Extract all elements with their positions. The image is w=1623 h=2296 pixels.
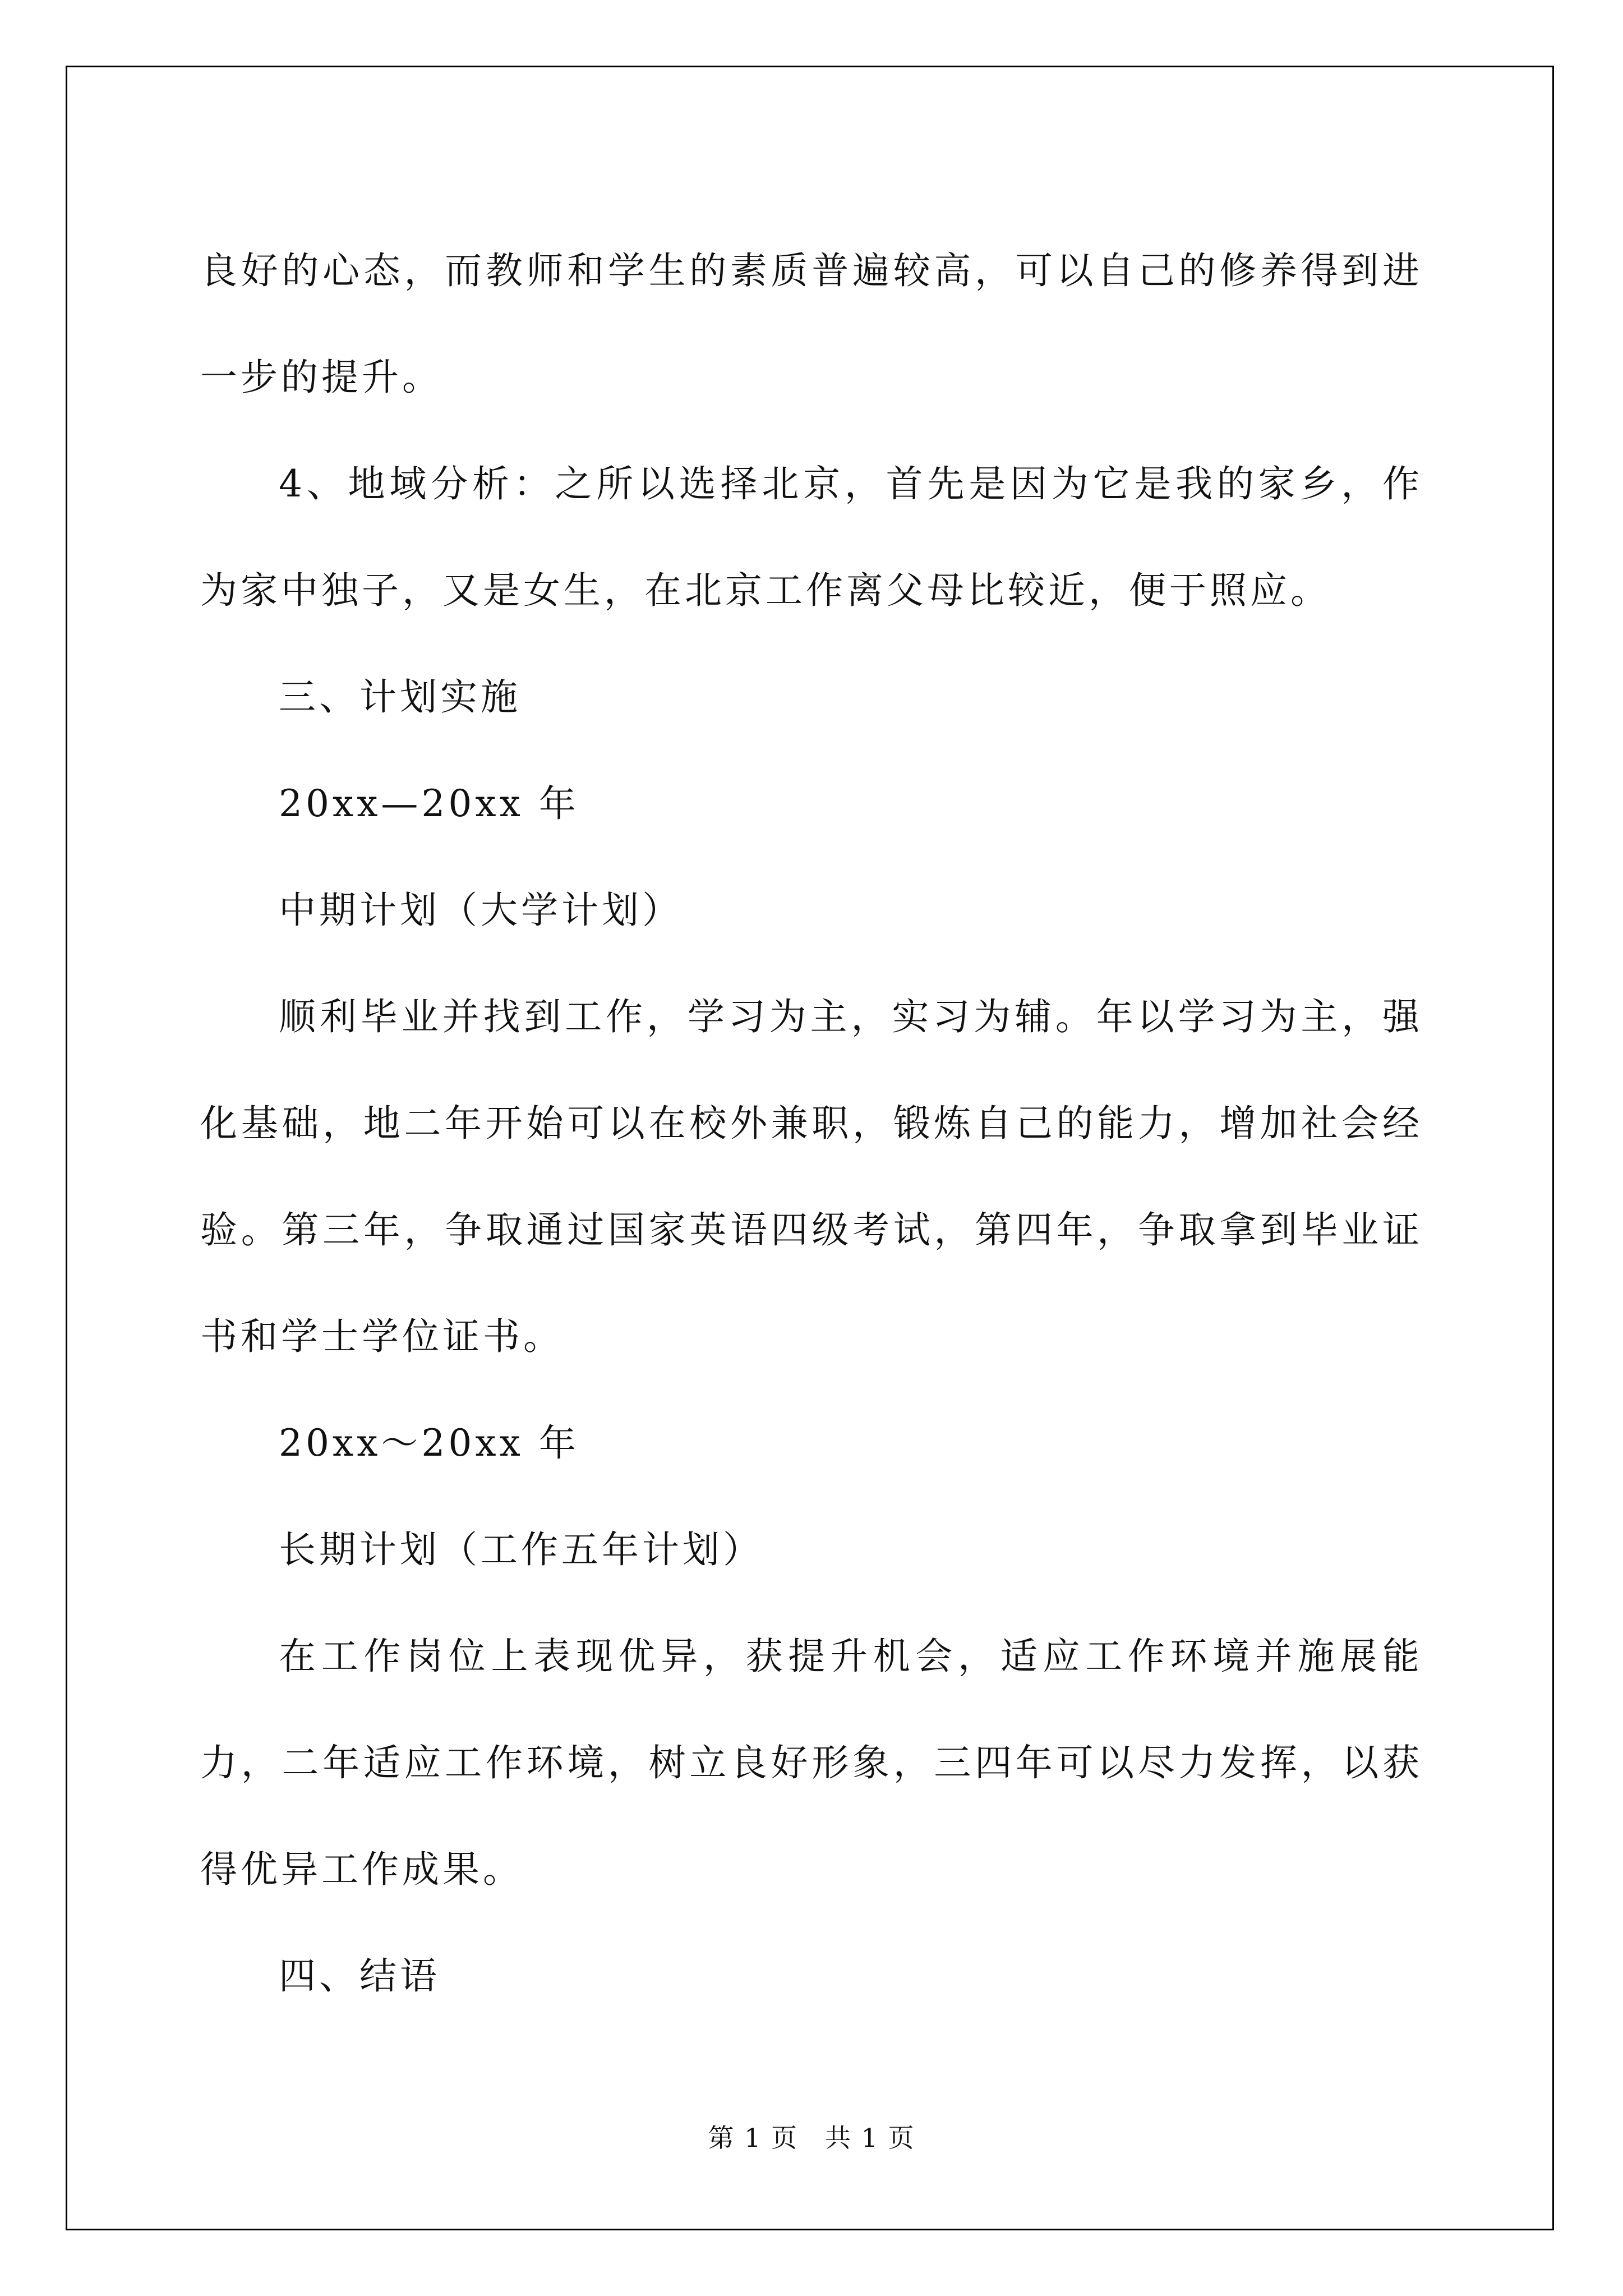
document-body	[200, 218, 1423, 2030]
year-range-1: 20xx—20xx 年	[279, 782, 579, 825]
plan-heading-long-term: 长期计划（工作五年计划）	[279, 1528, 763, 1571]
paragraph-2: 4、地域分析：之所以选择北京，首先是因为它是我的家乡，作为家中独子，又是女生，在北京工作离父母比较近，便于照应。	[200, 462, 1423, 612]
year-range-2: 20xx～20xx 年	[279, 1421, 579, 1465]
paragraph-1: 良好的心态，而教师和学生的素质普遍较高，可以自己的修养得到进一步的提升。	[200, 249, 1423, 399]
page-number: 第 1 页 共 1 页	[708, 2123, 915, 2153]
paragraph-long-term-plan: 在工作岗位上表现优异，获提升机会，适应工作环境并施展能力，二年适应工作环境，树立良好形象，三四年可以尽力发挥，以获得优异工作成果。	[200, 1635, 1423, 1891]
section-heading-3: 三、计划实施	[279, 675, 521, 719]
plan-heading-mid-term: 中期计划（大学计划）	[279, 889, 683, 932]
paragraph-mid-term-plan: 顺利毕业并找到工作，学习为主，实习为辅。年以学习为主，强化基础，地二年开始可以在校外兼职，锻炼自己的能力，增加社会经验。第三年，争取通过国家英语四级考试，第四年，争取拿到毕业证书和学士学位证书。	[200, 995, 1423, 1358]
section-heading-4: 四、结语	[279, 1954, 440, 1998]
